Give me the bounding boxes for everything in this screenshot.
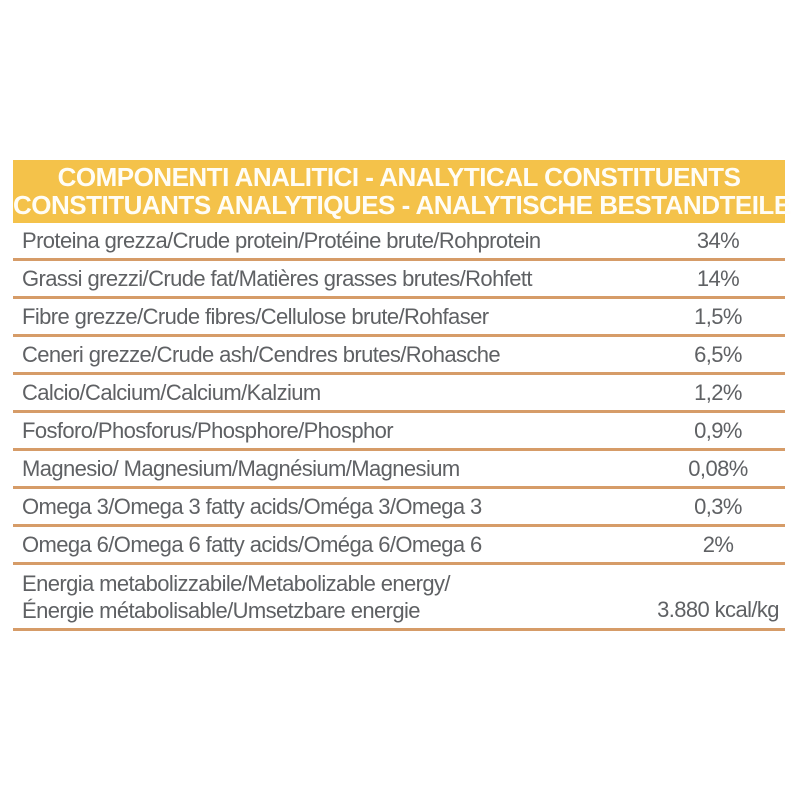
row-value: 0,3% xyxy=(694,493,742,519)
row-value: 34% xyxy=(696,227,740,253)
row-label: Grassi grezzi/Crude fat/Matières grasses brutes/Rohfett xyxy=(22,265,532,291)
row-value: 1,2% xyxy=(694,379,742,405)
table-row xyxy=(13,299,785,337)
table-row xyxy=(13,261,785,299)
table-row xyxy=(13,223,785,261)
energy-label-line-2: Énergie métabolisable/Umsetzbare energie xyxy=(22,598,420,623)
row-value: 6,5% xyxy=(694,341,742,367)
row-value: 1,5% xyxy=(694,303,742,329)
table-row xyxy=(13,489,785,527)
header-line-2: CONSTITUANTS ANALYTIQUES - ANALYTISCHE BESTANDTEILE xyxy=(13,190,791,220)
table-row xyxy=(13,451,785,489)
table-row xyxy=(13,413,785,451)
energy-row xyxy=(13,565,785,631)
row-label: Ceneri grezze/Crude ash/Cendres brutes/Rohasche xyxy=(22,341,501,367)
table-rows xyxy=(13,223,785,565)
header-line-1: COMPONENTI ANALITICI - ANALYTICAL CONSTITUENTS xyxy=(57,162,741,192)
analytical-constituents-table xyxy=(13,160,791,631)
row-label: Proteina grezza/Crude protein/Protéine brute/Rohprotein xyxy=(22,227,541,253)
row-value: 0,08% xyxy=(688,455,748,481)
energy-value: 3.880 kcal/kg xyxy=(657,597,779,622)
row-label: Omega 3/Omega 3 fatty acids/Oméga 3/Omega 3 xyxy=(22,493,482,519)
row-label: Fosforo/Phosforus/Phosphore/Phosphor xyxy=(22,417,393,443)
table-row xyxy=(13,375,785,413)
row-label: Magnesio/ Magnesium/Magnésium/Magnesium xyxy=(22,455,460,481)
energy-label xyxy=(13,570,651,624)
row-value: 2% xyxy=(702,531,734,557)
row-value: 14% xyxy=(696,265,740,291)
table-header-banner xyxy=(13,160,791,223)
table-row xyxy=(13,337,785,375)
table-row xyxy=(13,527,785,565)
row-label: Calcio/Calcium/Calcium/Kalzium xyxy=(22,379,321,405)
row-label: Fibre grezze/Crude fibres/Cellulose brute/Rohfaser xyxy=(22,303,489,329)
row-label: Omega 6/Omega 6 fatty acids/Oméga 6/Omega 6 xyxy=(22,531,482,557)
row-value: 0,9% xyxy=(694,417,742,443)
energy-label-line-1: Energia metabolizzabile/Metabolizable energy/ xyxy=(22,571,450,596)
